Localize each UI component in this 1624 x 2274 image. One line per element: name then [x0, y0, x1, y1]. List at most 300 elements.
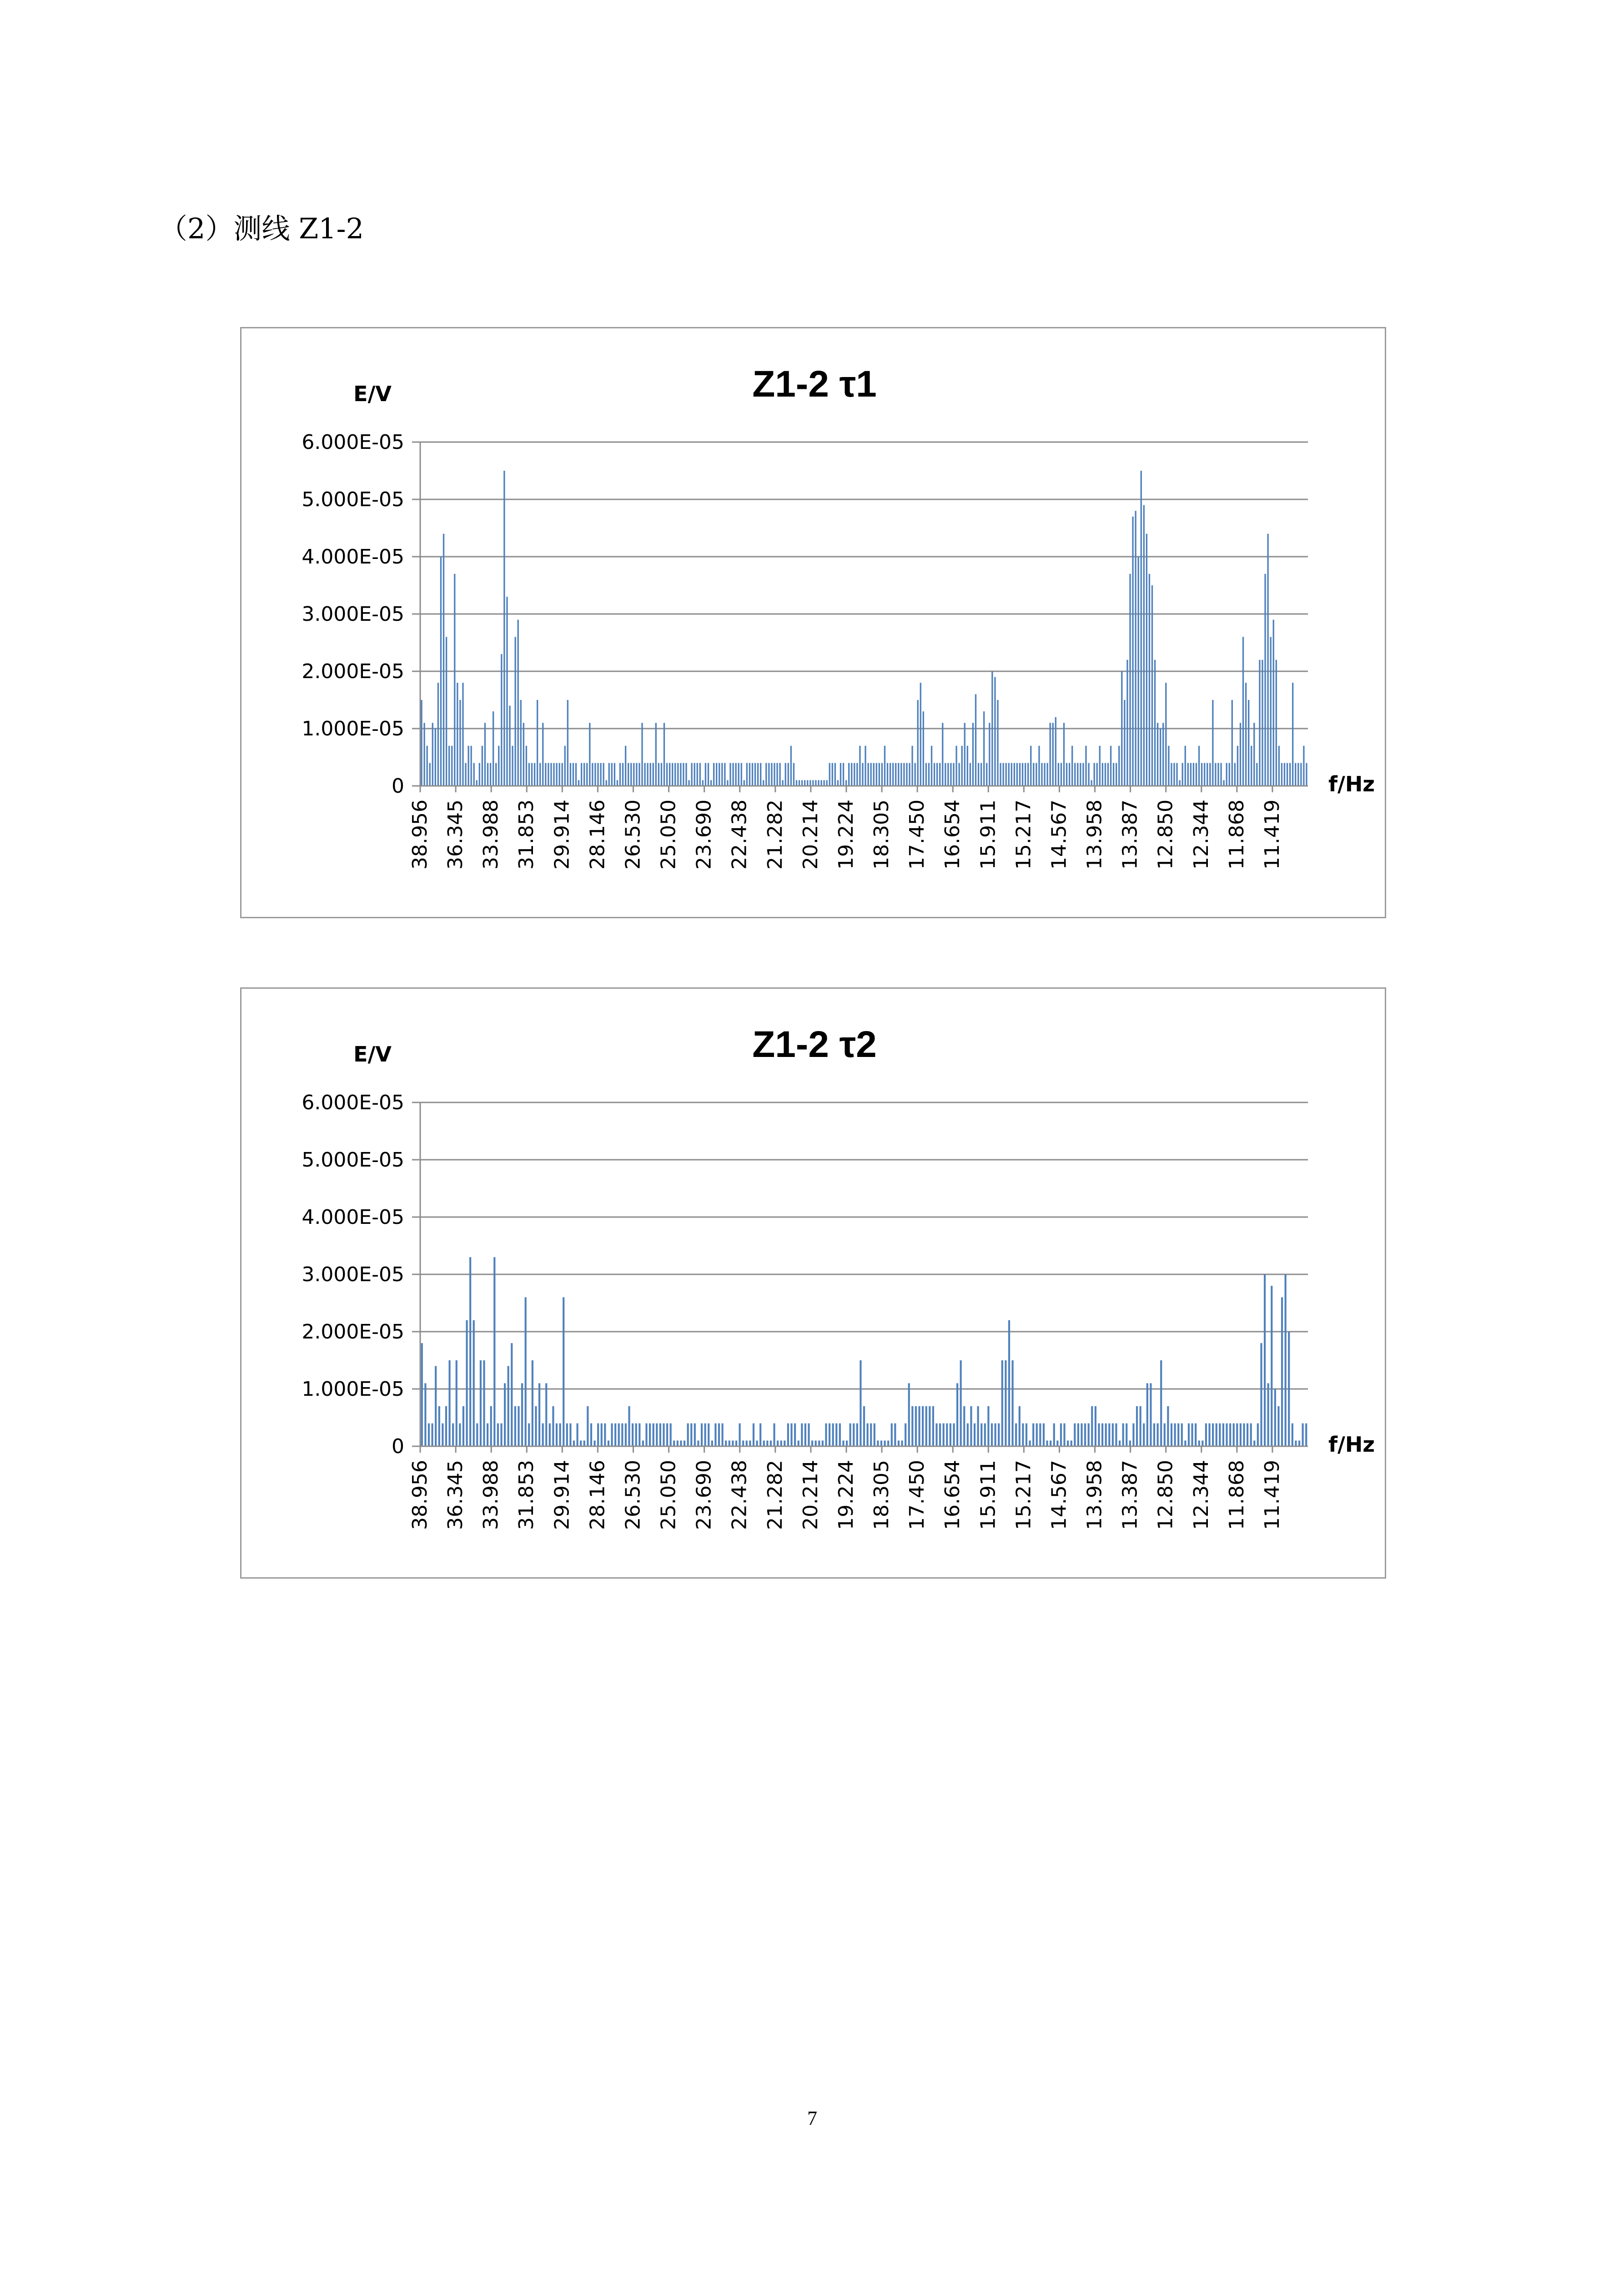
bar — [1222, 1424, 1224, 1446]
bar — [837, 780, 839, 786]
bar — [900, 763, 902, 786]
bar — [898, 763, 899, 786]
bar — [865, 746, 866, 786]
bar — [1044, 763, 1045, 786]
bar — [932, 1406, 934, 1446]
bar — [777, 1440, 779, 1446]
bar — [1295, 763, 1296, 786]
y-tick-label: 1.000E-05 — [302, 717, 404, 740]
bar — [1243, 1424, 1245, 1446]
bar — [1202, 1440, 1203, 1446]
y-tick-label: 2.000E-05 — [302, 1320, 404, 1343]
bar — [708, 1424, 709, 1446]
bar — [526, 746, 527, 786]
bar — [807, 780, 808, 786]
bar — [1126, 660, 1128, 786]
x-tick-label: 21.282 — [763, 800, 787, 870]
y-tick-label: 6.000E-05 — [302, 431, 404, 454]
bar — [497, 1424, 499, 1446]
bar — [1141, 471, 1142, 786]
bar — [894, 1424, 896, 1446]
bar — [915, 1406, 917, 1446]
bar — [906, 763, 907, 786]
bar — [614, 763, 615, 786]
bar — [1038, 746, 1040, 786]
bar — [697, 1440, 699, 1446]
bar — [1098, 1424, 1100, 1446]
bar — [691, 763, 692, 786]
bar — [756, 1440, 758, 1446]
bar — [716, 763, 717, 786]
bar — [473, 763, 475, 786]
bar — [495, 763, 497, 786]
bar — [1190, 763, 1192, 786]
bar — [683, 763, 684, 786]
bar — [704, 1424, 706, 1446]
bar — [1267, 1383, 1269, 1446]
bar — [1288, 1332, 1290, 1446]
bar — [1050, 723, 1051, 786]
bar — [617, 780, 618, 786]
bar — [1113, 763, 1114, 786]
bar — [974, 1424, 975, 1446]
bar — [839, 1424, 841, 1446]
bar — [1025, 763, 1026, 786]
bar — [535, 1406, 537, 1446]
bar — [1237, 746, 1238, 786]
bar — [835, 1424, 837, 1446]
bar — [784, 1440, 785, 1446]
bar — [694, 763, 695, 786]
bar — [1226, 763, 1227, 786]
x-tick-label: 26.530 — [621, 1460, 645, 1530]
bar — [621, 1424, 623, 1446]
bar — [1217, 763, 1219, 786]
bar — [1026, 1424, 1027, 1446]
x-tick-label: 18.305 — [870, 1460, 893, 1530]
x-tick-label: 36.345 — [444, 1460, 468, 1530]
bar — [1055, 717, 1056, 786]
bar — [518, 620, 519, 786]
x-tick-label: 20.214 — [799, 800, 822, 870]
bar — [498, 746, 499, 786]
bar — [583, 1440, 585, 1446]
bar — [804, 780, 805, 786]
bar — [925, 1406, 927, 1446]
bar — [1043, 1424, 1045, 1446]
bar — [903, 763, 905, 786]
bar — [1052, 723, 1054, 786]
bar — [975, 694, 976, 786]
bar — [534, 763, 535, 786]
bar — [435, 1366, 437, 1446]
bar — [936, 763, 938, 786]
bar — [832, 1424, 834, 1446]
bar — [1257, 1424, 1259, 1446]
bar — [539, 763, 541, 786]
bar — [493, 711, 494, 786]
bar — [548, 763, 549, 786]
bar — [953, 1424, 955, 1446]
bar — [812, 780, 814, 786]
x-tick-label: 22.438 — [728, 1460, 751, 1530]
bar — [1088, 763, 1089, 786]
bar — [590, 1424, 592, 1446]
bar — [487, 763, 488, 786]
chart-z1-2-tau1 — [240, 327, 1386, 918]
bar — [448, 746, 450, 786]
bar — [1295, 1440, 1297, 1446]
x-tick-label: 19.224 — [835, 800, 858, 870]
bar — [594, 763, 596, 786]
bar — [614, 1424, 616, 1446]
bar — [759, 1424, 761, 1446]
bar — [972, 723, 974, 786]
bar — [867, 763, 869, 786]
bar — [760, 763, 761, 786]
bar — [1036, 763, 1037, 786]
y-tick-label: 0 — [392, 1435, 404, 1458]
bar — [822, 1440, 824, 1446]
bar — [984, 1424, 986, 1446]
bar — [763, 780, 764, 786]
bar — [684, 1440, 685, 1446]
bar — [1002, 763, 1004, 786]
bar — [452, 1424, 454, 1446]
bar — [978, 763, 979, 786]
x-tick-label: 11.419 — [1260, 800, 1284, 870]
bar — [567, 700, 568, 786]
bar — [945, 763, 946, 786]
bar — [569, 1424, 571, 1446]
bar — [983, 711, 985, 786]
bar — [523, 723, 524, 786]
bar — [531, 763, 533, 786]
bar — [1129, 1440, 1131, 1446]
bar — [655, 723, 657, 786]
bar — [1149, 574, 1150, 786]
bar — [468, 746, 469, 786]
bar — [1101, 1424, 1103, 1446]
bar — [438, 1406, 440, 1446]
bar — [780, 1440, 782, 1446]
bar — [1240, 723, 1241, 786]
bar — [1102, 763, 1103, 786]
bar — [600, 763, 601, 786]
bar — [630, 763, 632, 786]
bar — [593, 1440, 595, 1446]
bar — [1067, 1440, 1069, 1446]
bar — [521, 1383, 523, 1446]
x-tick-label: 38.956 — [408, 1460, 432, 1530]
bar — [1061, 763, 1062, 786]
bar — [487, 1424, 488, 1446]
bar — [877, 1440, 879, 1446]
bar — [980, 1424, 982, 1446]
bar — [918, 1406, 920, 1446]
bar — [1115, 1424, 1117, 1446]
bar — [1264, 574, 1266, 786]
bar — [542, 1424, 544, 1446]
bar — [694, 1424, 696, 1446]
bar — [1284, 763, 1285, 786]
bar — [1167, 1406, 1169, 1446]
bar — [801, 1424, 803, 1446]
bar — [1223, 780, 1224, 786]
bar — [928, 763, 930, 786]
bar — [1030, 746, 1031, 786]
bar — [1108, 1424, 1110, 1446]
bar — [1136, 1406, 1138, 1446]
y-tick-label: 2.000E-05 — [302, 660, 404, 683]
bar — [1212, 1424, 1214, 1446]
bar — [1281, 763, 1282, 786]
bar — [1157, 723, 1158, 786]
bar — [1066, 763, 1067, 786]
x-tick-label: 23.690 — [692, 800, 716, 870]
bar — [1129, 574, 1131, 786]
bar — [1096, 763, 1098, 786]
bar — [1168, 746, 1169, 786]
bar — [1153, 1424, 1155, 1446]
bar — [1016, 763, 1018, 786]
bar — [1234, 763, 1236, 786]
bar — [1088, 1424, 1090, 1446]
bar — [1245, 683, 1247, 786]
bar — [501, 654, 502, 786]
bar — [514, 637, 516, 786]
bar — [653, 763, 654, 786]
x-tick-label: 12.344 — [1189, 800, 1213, 870]
x-tick-label: 15.217 — [1012, 1460, 1036, 1530]
bar — [825, 1424, 827, 1446]
bar — [1116, 763, 1117, 786]
y-tick-label: 4.000E-05 — [302, 545, 404, 568]
bar — [880, 1440, 882, 1446]
bar — [1292, 1424, 1293, 1446]
bar — [597, 763, 598, 786]
bar — [428, 1424, 430, 1446]
bar — [1082, 763, 1084, 786]
bar — [611, 763, 613, 786]
bar — [1046, 1440, 1048, 1446]
bar — [532, 1360, 533, 1446]
bar — [680, 763, 681, 786]
chart-canvas — [241, 328, 1388, 920]
bar — [1177, 1424, 1179, 1446]
bar — [633, 763, 634, 786]
bar — [1006, 763, 1007, 786]
bar — [653, 1424, 654, 1446]
bar — [829, 1424, 830, 1446]
bar — [1081, 1424, 1082, 1446]
bar — [1184, 1440, 1186, 1446]
bar — [1077, 763, 1078, 786]
bar — [1011, 763, 1012, 786]
bar — [628, 1406, 630, 1446]
bar — [553, 763, 554, 786]
bar — [867, 1424, 869, 1446]
bar — [490, 763, 491, 786]
bar — [955, 746, 957, 786]
bar — [793, 763, 794, 786]
bar — [677, 1440, 679, 1446]
bar — [956, 1383, 958, 1446]
bar — [1247, 1424, 1248, 1446]
bar — [1132, 517, 1133, 786]
bar — [1262, 660, 1263, 786]
x-tick-label: 15.217 — [1012, 800, 1036, 870]
x-tick-label: 23.690 — [692, 1460, 716, 1530]
bar — [782, 780, 784, 786]
bar — [970, 1406, 972, 1446]
bar — [566, 1424, 568, 1446]
bar — [586, 763, 588, 786]
y-tick-label: 4.000E-05 — [302, 1206, 404, 1229]
bar — [942, 723, 943, 786]
bar — [1105, 763, 1106, 786]
bar — [796, 780, 797, 786]
bar — [934, 763, 935, 786]
bar — [710, 780, 712, 786]
bar — [1229, 1424, 1231, 1446]
bar — [1095, 1406, 1096, 1446]
bar — [1069, 763, 1070, 786]
bar — [1146, 534, 1147, 786]
bar — [905, 1424, 906, 1446]
bar — [528, 1424, 530, 1446]
bar — [528, 763, 530, 786]
bar — [923, 711, 924, 786]
bar — [964, 723, 965, 786]
bar — [909, 763, 910, 786]
bar — [647, 763, 648, 786]
x-tick-label: 12.850 — [1154, 1460, 1177, 1530]
bar — [774, 763, 775, 786]
bar — [1005, 1360, 1006, 1446]
bar — [788, 763, 789, 786]
bar — [1236, 1424, 1238, 1446]
chart-z1-2-tau2 — [240, 987, 1386, 1579]
bar — [454, 574, 455, 786]
bar — [1174, 1424, 1176, 1446]
bar — [729, 763, 731, 786]
bar — [1000, 763, 1001, 786]
bar — [925, 763, 927, 786]
bar — [564, 746, 566, 786]
bar — [994, 677, 996, 786]
bar — [506, 597, 508, 786]
x-tick-label: 22.438 — [728, 800, 751, 870]
bar — [1281, 1297, 1283, 1446]
x-axis-title: f/Hz — [1328, 772, 1375, 796]
bar — [911, 1406, 913, 1446]
bar — [456, 1360, 458, 1446]
chart-canvas — [241, 989, 1388, 1580]
bar — [518, 1406, 519, 1446]
bar — [763, 1440, 765, 1446]
bar — [1019, 1406, 1021, 1446]
bar — [563, 1297, 564, 1446]
bar — [939, 763, 940, 786]
bar — [1063, 723, 1065, 786]
bar — [556, 763, 557, 786]
bar — [672, 763, 673, 786]
bar — [512, 746, 513, 786]
bar — [537, 700, 538, 786]
x-axis-title: f/Hz — [1328, 1432, 1375, 1457]
bar — [1041, 763, 1042, 786]
bar — [1232, 700, 1233, 786]
bar — [1029, 1440, 1031, 1446]
bar — [815, 1440, 817, 1446]
bar — [776, 763, 778, 786]
bar — [1099, 746, 1101, 786]
bar — [1050, 1440, 1051, 1446]
bar — [687, 1424, 689, 1446]
bar — [801, 780, 803, 786]
bar — [673, 1440, 675, 1446]
bar — [1014, 763, 1015, 786]
bar — [1233, 1424, 1235, 1446]
bar — [603, 763, 604, 786]
bar — [718, 1424, 720, 1446]
bar — [476, 1424, 478, 1446]
bar — [901, 1440, 903, 1446]
bar — [914, 763, 915, 786]
bar — [570, 763, 571, 786]
bar — [991, 671, 993, 786]
bar — [508, 1366, 509, 1446]
x-tick-label: 13.387 — [1118, 1460, 1142, 1530]
bar — [583, 763, 585, 786]
bar — [1204, 763, 1205, 786]
bar — [690, 1424, 692, 1446]
bar — [1107, 763, 1109, 786]
bar — [1022, 1424, 1024, 1446]
bar — [545, 763, 546, 786]
bar — [1219, 1424, 1221, 1446]
bar — [986, 763, 987, 786]
bar — [1151, 585, 1153, 786]
bar — [697, 763, 698, 786]
bar — [440, 557, 442, 786]
bar — [1297, 763, 1299, 786]
bar — [618, 1424, 620, 1446]
bar — [721, 763, 723, 786]
y-tick-label: 5.000E-05 — [302, 488, 404, 511]
bar — [641, 723, 643, 786]
bar — [939, 1424, 941, 1446]
bar — [1220, 763, 1222, 786]
chart-title: Z1-2 τ1 — [752, 363, 877, 405]
bar — [503, 471, 505, 786]
bar — [493, 1257, 495, 1446]
bar — [820, 780, 822, 786]
bar — [705, 763, 706, 786]
bar — [421, 1343, 423, 1446]
bar — [1019, 763, 1021, 786]
bar — [483, 1360, 485, 1446]
x-tick-label: 11.868 — [1225, 1460, 1248, 1530]
bar — [1305, 1424, 1307, 1446]
bar — [1306, 763, 1307, 786]
bar — [771, 763, 772, 786]
bar — [1201, 763, 1202, 786]
bar — [469, 1257, 471, 1446]
bar — [1215, 763, 1216, 786]
bar — [744, 780, 745, 786]
